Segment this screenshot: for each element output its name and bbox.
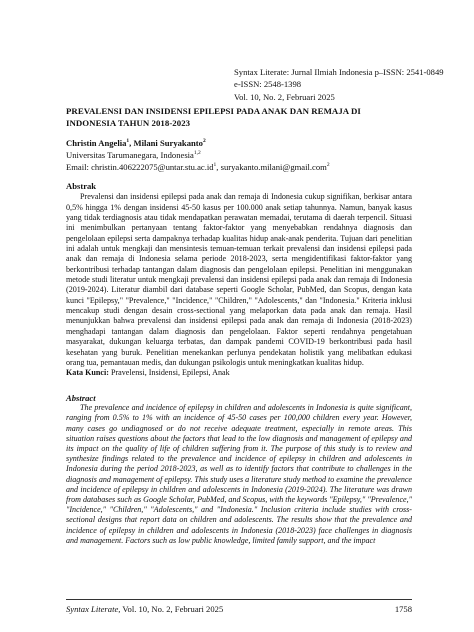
- abstract-section: [66, 393, 412, 546]
- journal-name-issn: Syntax Literate: Jurnal Ilmiah Indonesia p–ISSN: 2541-0849: [234, 67, 444, 77]
- author-separator: ,: [129, 138, 134, 148]
- email-2[interactable]: suryakanto.milani@gmail.com: [220, 161, 327, 172]
- footer-journal: Syntax Literate: [66, 604, 119, 614]
- email-1-sup: 1: [213, 161, 217, 168]
- affiliation-sup: 1,2: [193, 149, 201, 156]
- affiliation-text: Universitas Tarumanegara, Indonesia: [66, 149, 194, 160]
- abstract-body: The prevalence and incidence of epilepsy in children and adolescents in Indonesia is quite significant, ranging from 0.5% to 1% with an incidence of 45-50 cases per 100,000 children every year. However, many cases go undiagnosed or do not receive adequate treatment, especially in remote areas. This situation raises questions about the factors that lead to the low diagnosis and management of epilepsy and its impact on the quality of life of children suffering from it. The purpose of this study is to review and synthesize findings related to the prevalence and incidence of epilepsy in children and adolescents in Indonesia during the period 2018-2023, as well as to identify factors that contribute to challenges in the diagnosis and management of epilepsy. This study uses a literature study method to examine the prevalence and incidence of epilepsy in children and adolescents in Indonesia (2019-2024). The literature was drawn from databases such as Google Scholar, PubMed, and Scopus, with the keywords "Epilepsy," "Prevalence," "Incidence," "Children," "Adolescents," and "Indonesia." Inclusion criteria include studies with cross-sectional designs that report data on children and adolescents. The results show that the prevalence and incidence of epilepsy in children and adolescents in Indonesia (2018-2023) face challenges in diagnosis and management. Factors such as low public knowledge, limited family support, and the impact: [66, 403, 412, 545]
- footer-volume: , Vol. 10, No. 2, Februari 2025: [118, 604, 224, 614]
- abstract-heading: Abstract: [66, 393, 96, 403]
- author-names: [66, 138, 412, 150]
- kata-kunci-label: Kata Kunci:: [66, 368, 109, 378]
- email-separator: ,: [216, 161, 221, 172]
- footer-citation: [66, 604, 223, 614]
- kata-kunci: [66, 368, 412, 378]
- abstrak-body: Prevalensi dan insidensi epilepsi pada anak dan remaja di Indonesia cukup signifikan, berkisar antara 0,5% hingga 1% dengan insidensi 45-50 kasus per 100.000 anak setiap tahunnya. Namun, banyak kasus yang tidak terdiagnosis atau tidak mendapatkan perawatan memadai, terutama di daerah terpencil. Situasi ini menimbulkan pertanyaan tentang faktor-faktor yang menyebabkan rendahnya diagnosis dan pengelolaan epilepsi serta dampaknya terhadap kualitas hidup anak-anak penderita. Tujuan dari penelitian ini adalah untuk mengkaji dan mensintesis temuan-temuan terkait prevalensi dan insidensi epilepsi pada anak dan remaja di Indonesia selama periode 2018-2023, serta mengidentifikasi faktor-faktor yang berkontribusi terhadap tantangan dalam diagnosis dan pengelolaan epilepsi. Penelitian ini menggunakan metode studi literatur untuk mengkaji prevalensi dan insidensi epilepsi pada anak dan remaja di Indonesia (2019-2024). Literatur diambil dari database seperti Google Scholar, PubMed, dan Scopus, dengan kata kunci "Epilepsy," "Prevalence," "Incidence," "Children," "Adolescents," dan "Indonesia." Kriteria inklusi mencakup studi dengan desain cross-sectional yang melaporkan data pada anak dan remaja. Hasil menunjukkan bahwa prevalensi dan insidensi epilepsi pada anak dan remaja di Indonesia (2018-2023) menghadapi tantangan dalam diagnosis dan pengelolaan. Faktor seperti rendahnya pengetahuan masyarakat, dukungan keluarga terbatas, dan dampak pandemi COVID-19 berkontribusi pada hasil kesehatan yang buruk. Penelitian menekankan perlunya pendekatan holistik yang melibatkan edukasi orang tua, pemantauan medis, dan dukungan psikologis untuk meningkatkan kualitas hidup.: [66, 192, 412, 367]
- journal-eissn: e-ISSN: 2548-1398: [234, 79, 302, 90]
- author-block: [66, 138, 412, 173]
- email-label: Email:: [66, 161, 92, 172]
- author-1-sup: 1: [126, 138, 130, 145]
- email-2-sup: 2: [326, 161, 330, 168]
- journal-volume: Vol. 10, No. 2, Februari 2025: [234, 91, 335, 102]
- journal-header: [234, 66, 466, 103]
- email-1[interactable]: christin.406222075@untar.stu.ac.id: [91, 161, 214, 172]
- author-1: Christin Angelia: [66, 138, 127, 148]
- email-line: [66, 162, 412, 174]
- author-2: Milani Suryakanto: [133, 138, 203, 148]
- kata-kunci-values: Pravelensi, Insidensi, Epilepsi, Anak: [108, 368, 230, 378]
- paper-title: PREVALENSI DAN INSIDENSI EPILEPSI PADA ANAK DAN REMAJA DI INDONESIA TAHUN 2018-2023: [66, 106, 361, 128]
- abstrak-section: [66, 181, 412, 379]
- affiliation: [66, 150, 412, 162]
- abstrak-heading: Abstrak: [66, 181, 97, 191]
- author-2-sup: 2: [202, 138, 206, 145]
- footer-divider: [66, 599, 412, 600]
- page-number: 1758: [394, 604, 412, 614]
